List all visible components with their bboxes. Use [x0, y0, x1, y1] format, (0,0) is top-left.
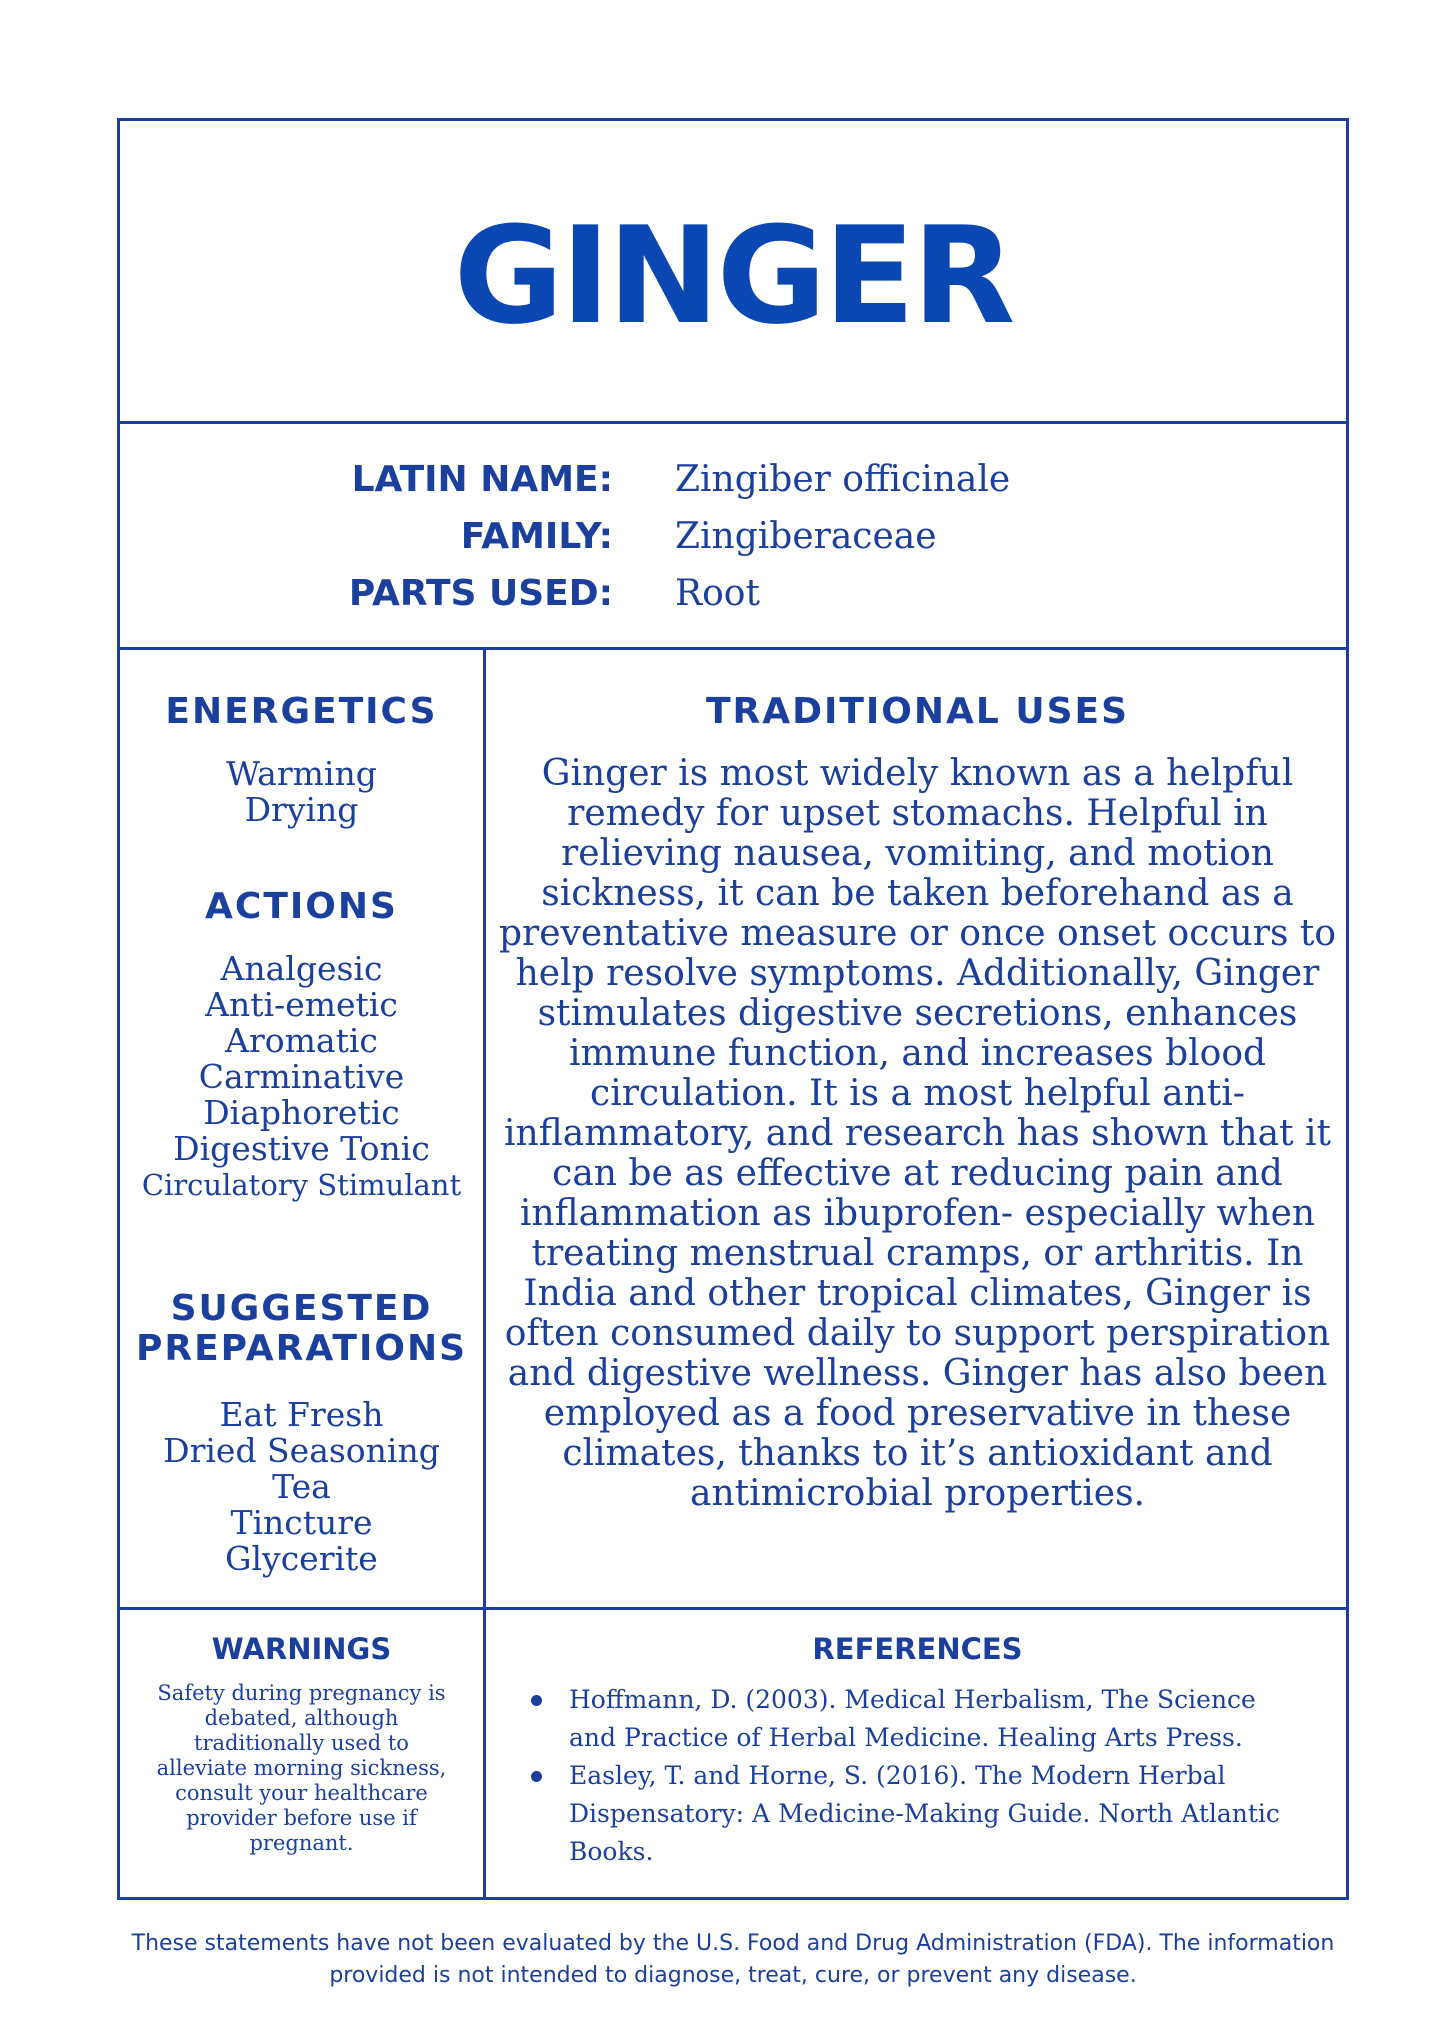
energetics-section — [120, 692, 483, 828]
list-item: Eat Fresh — [219, 1395, 384, 1434]
traditional-uses-section — [486, 692, 1349, 1514]
preparations-heading-line1: SUGGESTED — [170, 1288, 433, 1329]
herb-card — [117, 118, 1349, 1900]
info-row-parts — [120, 565, 1346, 622]
info-row-latin — [120, 451, 1346, 508]
bullet-icon — [531, 1695, 542, 1706]
bullet-icon — [531, 1771, 542, 1782]
preparations-list — [120, 1397, 483, 1577]
list-item: Circulatory Stimulant — [141, 1168, 462, 1202]
actions-list — [120, 951, 483, 1203]
latin-name-value: Zingiber officinale — [675, 459, 1011, 500]
info-row-family — [120, 508, 1346, 565]
family-value: Zingiberaceae — [675, 516, 937, 557]
list-item: Warming — [226, 754, 377, 793]
traditional-uses-text: Ginger is most widely known as a helpful remedy for upset stomachs. Helpful in relieving nausea, vomiting, and motion sickness, it can be taken beforehand as a preventative measure or once onset occurs to help resolve symptoms. Additionally, Ginger stimulates digestive secretions, enhances immune function, and increases blood circulation. It is a most helpful anti-inflammatory, and research has shown that it can be as effective at reducing pain and inflammation as ibuprofen- especially when treating menstrual cramps, or arthritis. In India and other tropical climates, Ginger is often consumed daily to support perspiration and digestive wellness. Ginger has also been employed as a food preservative in these climates, thanks to it’s antioxidant and antimicrobial properties. — [499, 753, 1336, 1514]
list-item: Dried Seasoning — [163, 1431, 440, 1470]
warnings-heading: WARNINGS — [211, 1632, 392, 1666]
divider-title — [120, 421, 1346, 424]
parts-used-value: Root — [675, 573, 760, 614]
list-item: Drying — [244, 790, 359, 829]
fda-disclaimer: These statements have not been evaluated by the U.S. Food and Drug Administration (FDA). The information provided is not intended to diagnose, treat, cure, or prevent any disease. — [131, 1931, 1335, 1988]
warnings-section — [120, 1631, 483, 1856]
divider-bottom — [120, 1607, 1346, 1610]
list-item: Tea — [272, 1467, 331, 1506]
reference-text: Hoffmann, D. (2003). Medical Herbalism, The Science and Practice of Herbal Medicine. Healing Arts Press. — [569, 1685, 1256, 1752]
list-item: Analgesic — [220, 949, 383, 988]
latin-name-label: LATIN NAME: — [351, 459, 613, 500]
references-heading: REFERENCES — [812, 1632, 1023, 1666]
references-section — [486, 1631, 1349, 1871]
reference-item — [486, 1681, 1309, 1757]
actions-section — [120, 887, 483, 1203]
list-item: Carminative — [198, 1057, 405, 1096]
parts-used-label: PARTS USED: — [348, 573, 613, 614]
list-item: Glycerite — [225, 1539, 378, 1578]
traditional-uses-heading: TRADITIONAL USES — [705, 691, 1130, 732]
list-item: Aromatic — [225, 1021, 378, 1060]
preparations-section — [120, 1289, 483, 1577]
divider-info — [120, 647, 1346, 650]
energetics-list — [120, 756, 483, 828]
reference-item — [486, 1757, 1309, 1871]
herb-title: GINGER — [453, 198, 1013, 354]
list-item: Tincture — [230, 1503, 373, 1542]
actions-heading: ACTIONS — [205, 886, 398, 927]
list-item: Anti-emetic — [205, 985, 398, 1024]
preparations-heading-line2: PREPARATIONS — [135, 1328, 468, 1369]
list-item: Digestive Tonic — [173, 1129, 430, 1168]
reference-text: Easley, T. and Horne, S. (2016). The Modern Herbal Dispensatory: A Medicine-Making Guide. North Atlantic Books. — [569, 1761, 1280, 1866]
warnings-text: Safety during pregnancy is debated, although traditionally used to alleviate morning sickness, consult your healthcare provider before use if pregnant. — [156, 1681, 447, 1855]
family-label: FAMILY: — [460, 516, 613, 557]
references-list — [486, 1681, 1349, 1871]
list-item: Diaphoretic — [203, 1093, 400, 1132]
energetics-heading: ENERGETICS — [165, 691, 438, 732]
